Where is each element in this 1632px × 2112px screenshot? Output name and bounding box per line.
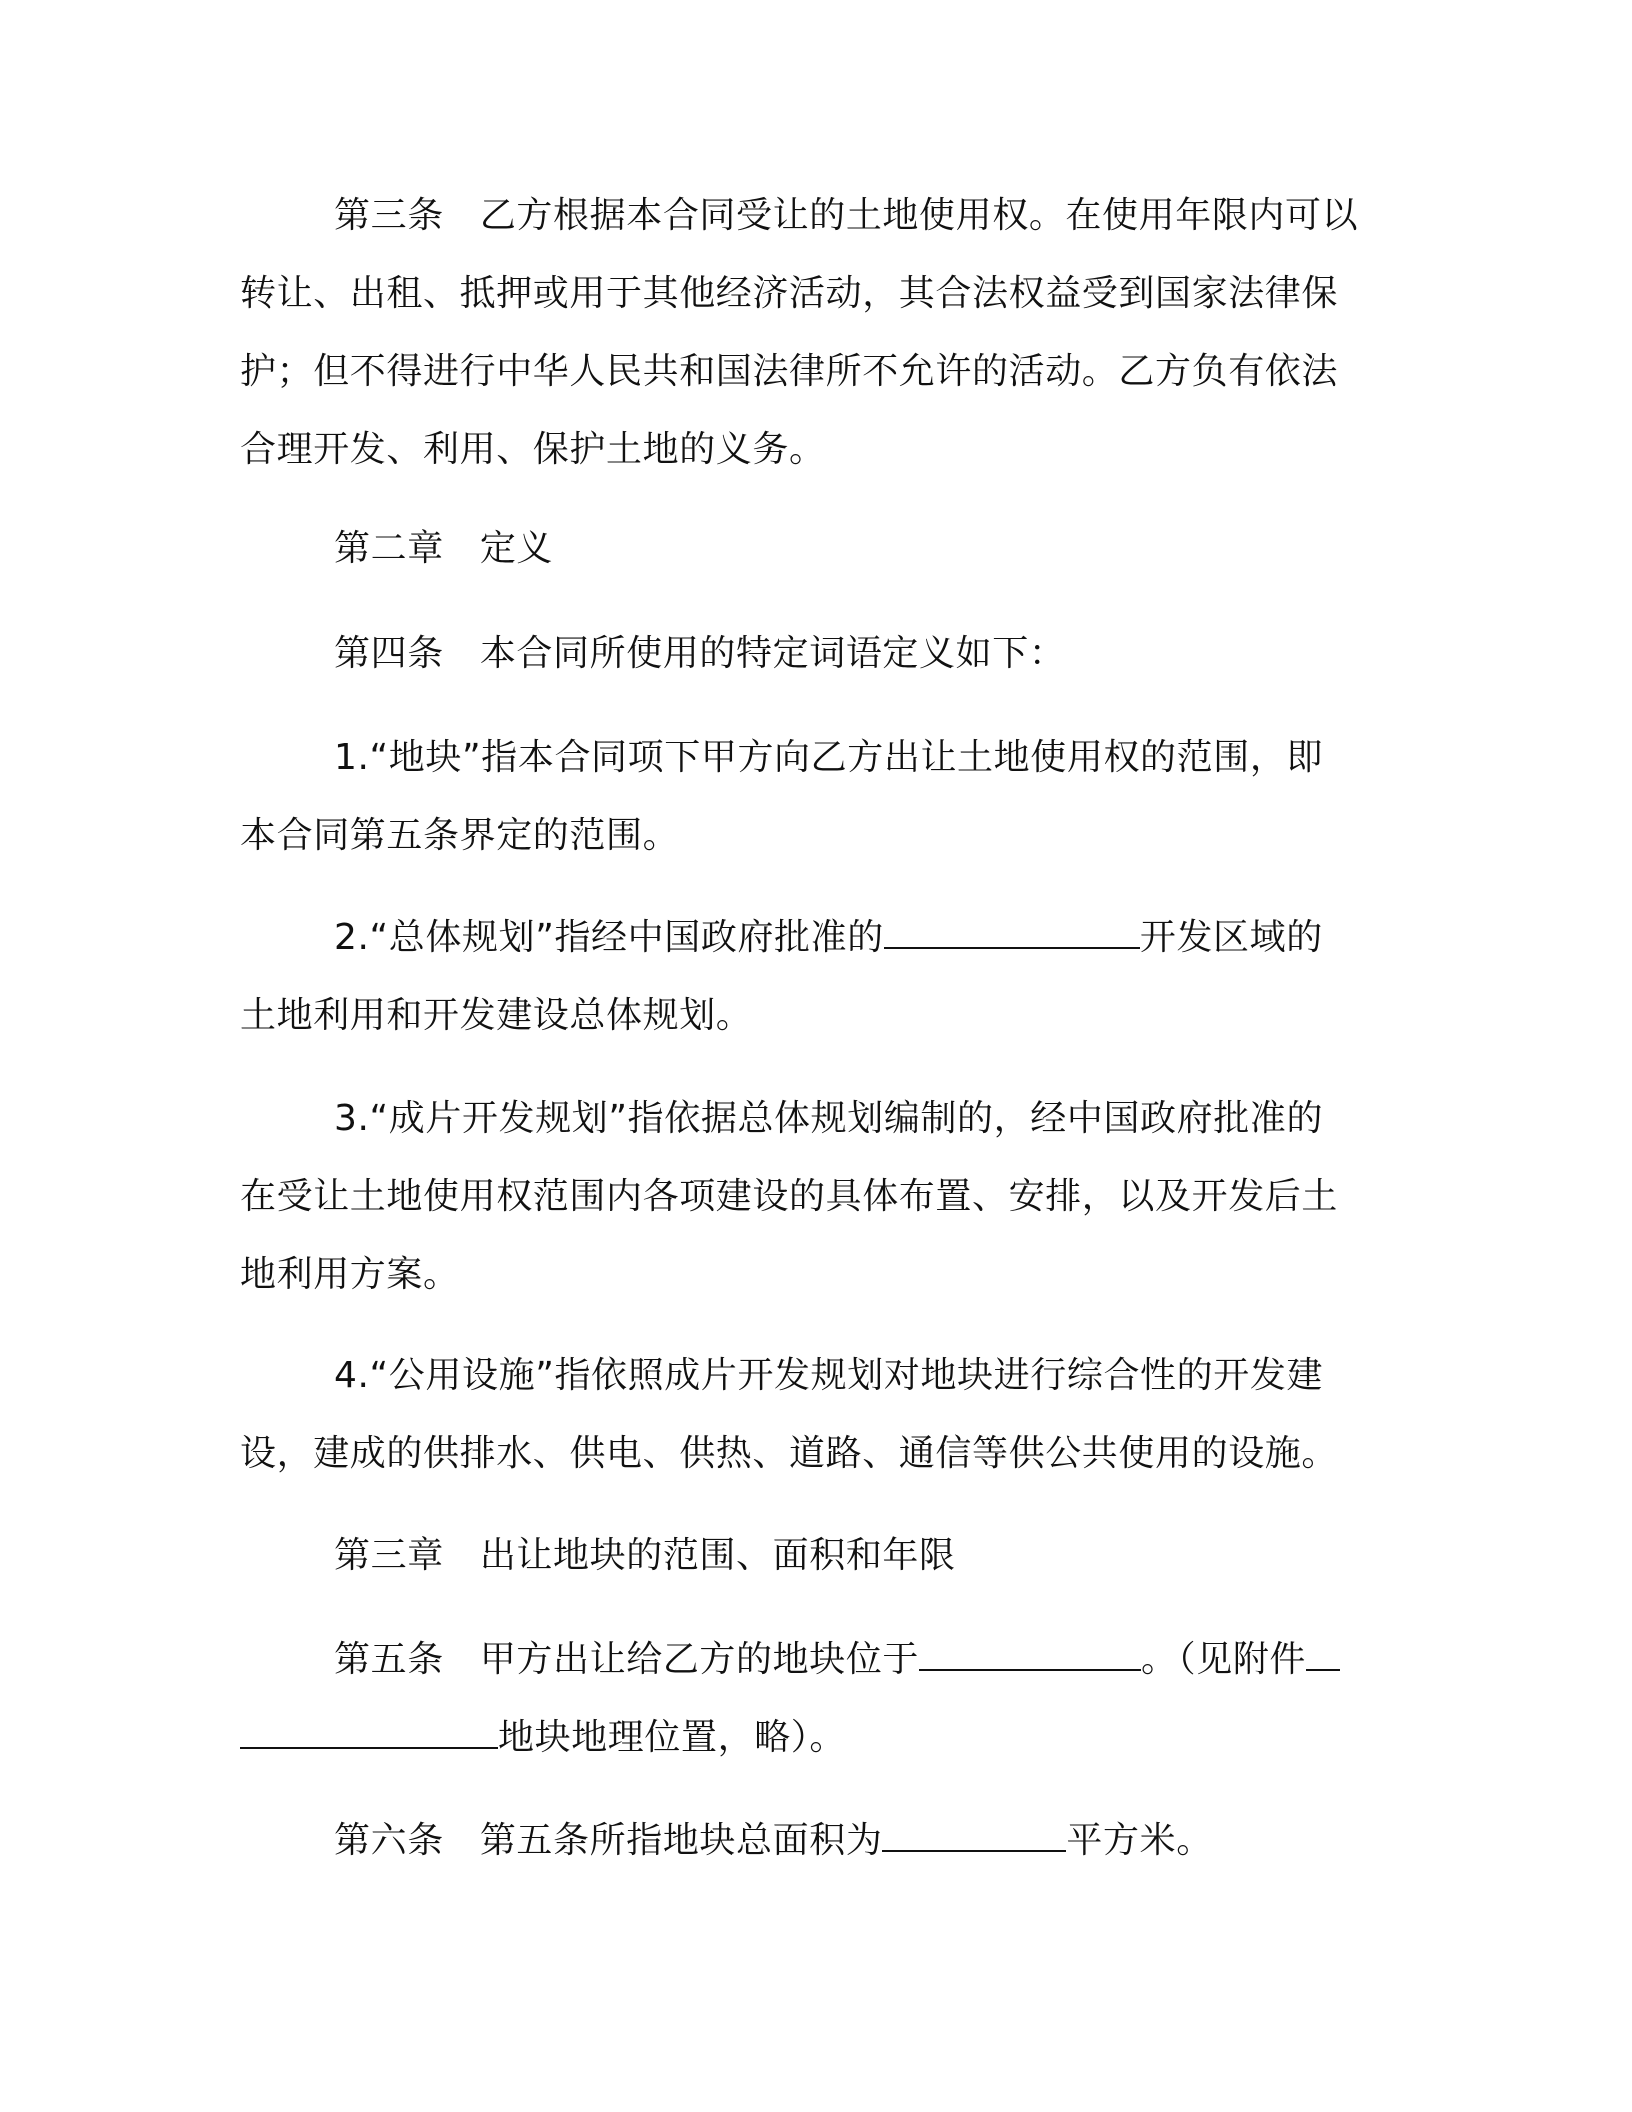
article-5-paragraph bbox=[240, 1621, 1370, 1777]
definition-4 bbox=[240, 1337, 1370, 1493]
article-3-paragraph bbox=[240, 177, 1370, 489]
blank-field-total-area[interactable] bbox=[882, 1820, 1066, 1852]
article-4-paragraph bbox=[240, 615, 1370, 693]
article-4-label: 第四条 bbox=[334, 633, 444, 674]
article-3-line-1: 第三条 乙方根据本合同受让的土地使用权。在使用年限内可以 bbox=[240, 177, 1370, 255]
blank-field-attachment-a[interactable] bbox=[1306, 1639, 1340, 1671]
definition-3-line-1: 3.“成片开发规划”指依据总体规划编制的，经中国政府批准的 bbox=[334, 1098, 1324, 1139]
article-4-text: 本合同所使用的特定词语定义如下： bbox=[479, 633, 1066, 674]
blank-field-attachment-b[interactable] bbox=[240, 1717, 498, 1749]
chapter-2-heading bbox=[240, 510, 1370, 588]
article-3-label: 第三条 bbox=[334, 195, 444, 236]
definition-2-line-1: 2.“总体规划”指经中国政府批准的 开发区域的 bbox=[334, 917, 1323, 958]
chapter-3-label: 第三章 bbox=[334, 1535, 444, 1576]
article-5-line-2: 地块地理位置，略）。 bbox=[240, 1699, 1370, 1777]
article-5-line-1: 第五条 甲方出让给乙方的地块位于 。（见附件 bbox=[240, 1621, 1370, 1699]
article-5-label: 第五条 bbox=[334, 1639, 444, 1680]
article-6-line-1: 第六条 第五条所指地块总面积为 平方米。 bbox=[240, 1802, 1370, 1880]
blank-field-location[interactable] bbox=[919, 1639, 1141, 1671]
article-3-line-3: 护；但不得进行中华人民共和国法律所不允许的活动。乙方负有依法 bbox=[240, 351, 1339, 392]
definition-3-line-2: 在受让土地使用权范围内各项建设的具体布置、安排，以及开发后土 bbox=[240, 1176, 1339, 1217]
chapter-3-title: 出让地块的范围、面积和年限 bbox=[479, 1535, 956, 1576]
blank-field-development-zone[interactable] bbox=[884, 917, 1140, 949]
article-6-label: 第六条 bbox=[334, 1820, 444, 1861]
chapter-2-label: 第二章 bbox=[334, 528, 444, 569]
definition-3-line-3: 地利用方案。 bbox=[240, 1254, 460, 1295]
definition-4-line-2: 设，建成的供排水、供电、供热、道路、通信等供公共使用的设施。 bbox=[240, 1433, 1339, 1474]
definition-1 bbox=[240, 719, 1370, 875]
definition-2 bbox=[240, 899, 1370, 1055]
definition-3 bbox=[240, 1080, 1370, 1314]
definition-4-line-1: 4.“公用设施”指依照成片开发规划对地块进行综合性的开发建 bbox=[334, 1355, 1324, 1396]
chapter-2-title: 定义 bbox=[479, 528, 554, 569]
article-6-paragraph bbox=[240, 1802, 1370, 1880]
definition-1-line-1: 1.“地块”指本合同项下甲方向乙方出让土地使用权的范围，即 bbox=[334, 737, 1324, 778]
article-3-line-2: 转让、出租、抵押或用于其他经济活动，其合法权益受到国家法律保 bbox=[240, 273, 1339, 314]
chapter-3-heading bbox=[240, 1517, 1370, 1595]
article-3-line-4: 合理开发、利用、保护土地的义务。 bbox=[240, 429, 826, 470]
definition-1-line-2: 本合同第五条界定的范围。 bbox=[240, 815, 680, 856]
definition-2-line-2: 土地利用和开发建设总体规划。 bbox=[240, 995, 753, 1036]
